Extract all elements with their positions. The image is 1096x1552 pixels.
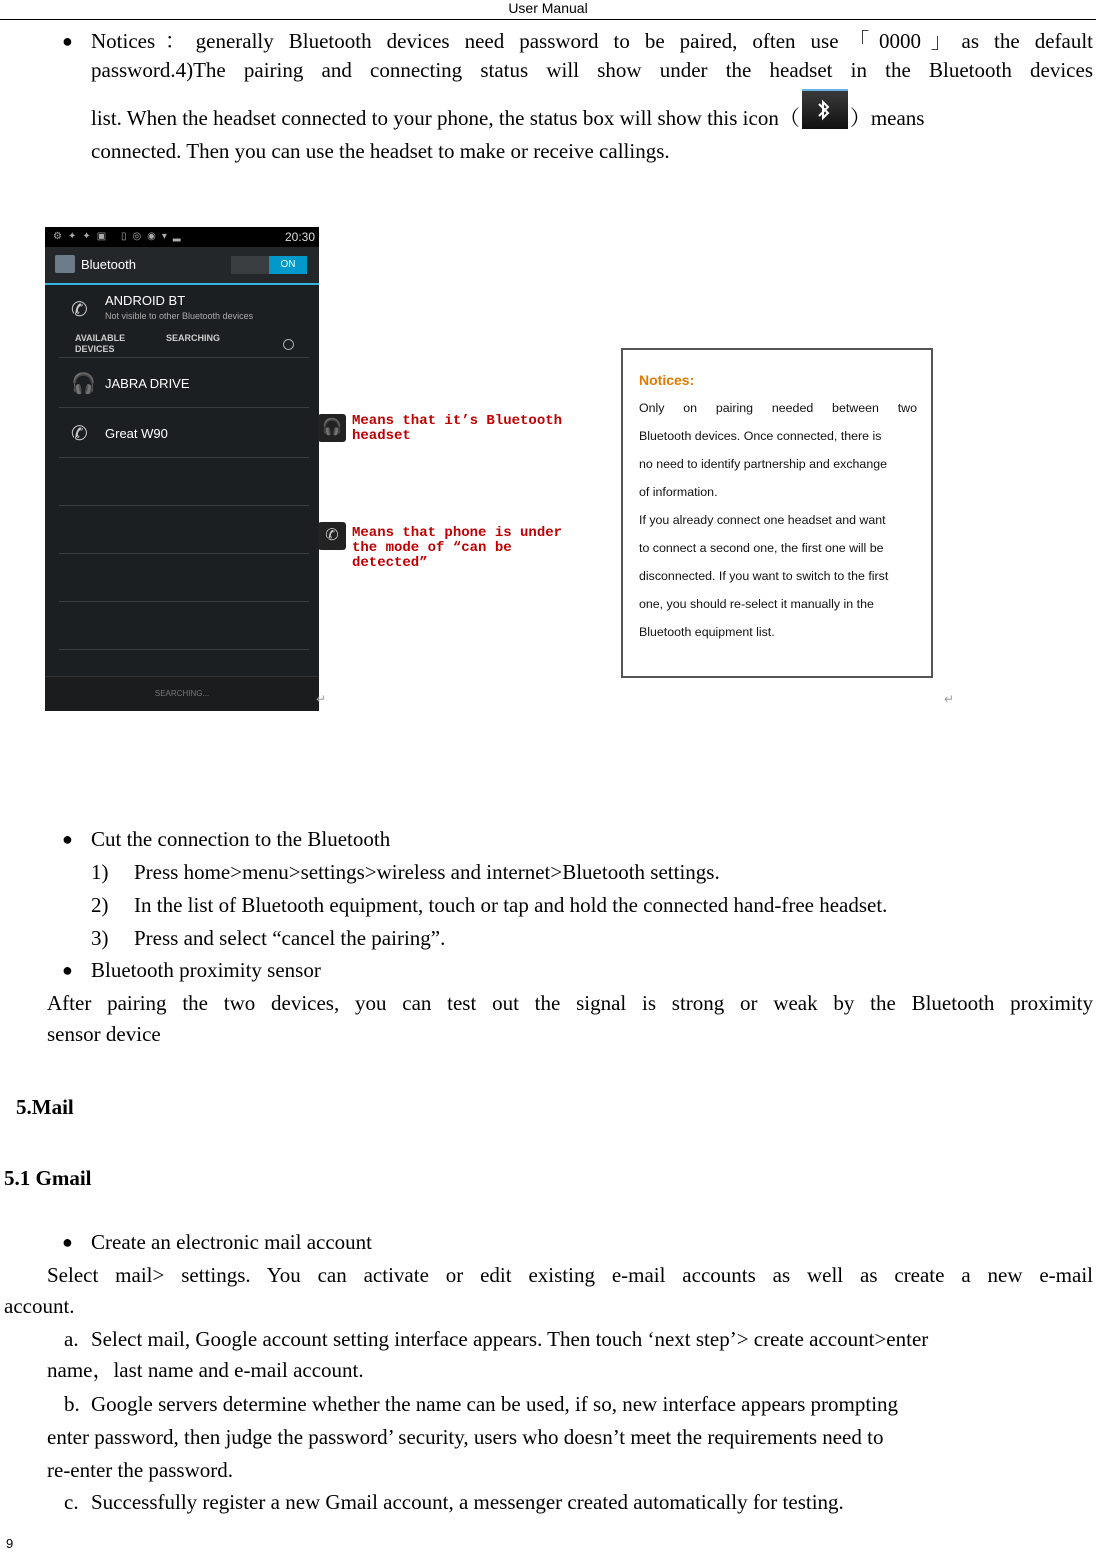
- bullet-dot: ●: [62, 829, 73, 849]
- notice-line: no need to identify partnership and exchange: [639, 457, 887, 471]
- annotation-line: Means that phone is under: [352, 525, 563, 541]
- search-button[interactable]: SEARCHING...: [45, 676, 319, 711]
- bullet-dot: ●: [62, 31, 73, 51]
- searching-label: SEARCHING: [166, 333, 221, 343]
- annotation-line: the mode of “can be: [352, 540, 512, 556]
- section-heading: 5.Mail: [16, 1095, 74, 1119]
- proximity-heading: Bluetooth proximity sensor: [91, 958, 321, 982]
- cut-heading: Cut the connection to the Bluetooth: [91, 827, 391, 851]
- notice-title: Notices:: [639, 372, 695, 388]
- phone-screenshot: [45, 227, 319, 711]
- status-time: 20:30: [284, 230, 315, 244]
- headset-annotation: [352, 414, 562, 444]
- notices-line-1: Notices：generally Bluetooth devices need password to be paired, often use「0000」as the default: [91, 29, 1093, 53]
- notice-line: disconnected. If you want to switch to the first: [639, 569, 889, 583]
- own-device-row[interactable]: [59, 291, 309, 327]
- bullet-dot: ●: [62, 960, 73, 980]
- searching-spinner-icon: [283, 339, 294, 350]
- notice-box: [621, 348, 933, 678]
- phone-icon: ✆: [318, 522, 346, 550]
- paragraph-mark: ↵: [316, 692, 327, 706]
- step-number: 3): [91, 926, 109, 950]
- device-name: Great W90: [105, 426, 168, 441]
- item-a-line-2: name，last name and e-mail account.: [47, 1358, 364, 1382]
- toggle-on-label: ON: [269, 256, 307, 274]
- item-letter: b.: [64, 1392, 80, 1416]
- status-icons: ⚙✦✦▣ ▯◎◉▾▂: [53, 231, 187, 242]
- proximity-line-1: After pairing the two devices, you can test out the signal is strong or weak by the Bluetooth proximity: [47, 991, 1093, 1015]
- device-name: JABRA DRIVE: [105, 376, 190, 391]
- annotation-line: headset: [352, 428, 411, 444]
- step-number: 1): [91, 860, 109, 884]
- item-b-line-3: re-enter the password.: [47, 1458, 234, 1482]
- proximity-line-2: sensor device: [47, 1022, 161, 1046]
- item-letter: a.: [64, 1327, 79, 1351]
- own-device-visibility: Not visible to other Bluetooth devices: [105, 311, 254, 321]
- notice-line: of information.: [639, 485, 718, 499]
- bullet-dot: ●: [62, 1232, 73, 1252]
- notice-line: Bluetooth devices. Once connected, there is: [639, 429, 882, 443]
- phone-icon: ✆: [71, 299, 88, 321]
- divider: [59, 357, 309, 358]
- paragraph-mark: ↵: [944, 692, 955, 706]
- notices-line-4: connected. Then you can use the headset to make or receive callings.: [91, 139, 670, 163]
- page-header: User Manual: [508, 0, 588, 16]
- mail-para-line-1: Select mail> settings. You can activate or edit existing e-mail accounts as well as create a new e-mail: [47, 1263, 1093, 1287]
- step-text: Press home>menu>settings>wireless and internet>Bluetooth settings.: [134, 860, 720, 884]
- available-devices-header: [75, 333, 125, 355]
- divider: [59, 601, 309, 602]
- device-row-headset[interactable]: [59, 367, 309, 401]
- step-text: In the list of Bluetooth equipment, touch or tap and hold the connected hand-free headset.: [134, 893, 888, 917]
- settings-app-icon: [55, 255, 75, 273]
- item-c-line-1: Successfully register a new Gmail account, a messenger created automatically for testing.: [91, 1490, 844, 1514]
- notices-line-3: [91, 107, 1093, 129]
- divider: [59, 505, 309, 506]
- bluetooth-toggle[interactable]: [231, 256, 307, 274]
- headset-icon: 🎧: [71, 373, 96, 395]
- notices-line-3-end: ）means: [849, 106, 925, 130]
- status-bar: [45, 227, 319, 247]
- divider: [59, 553, 309, 554]
- phone-annotation: [352, 526, 562, 571]
- divider: [59, 649, 309, 650]
- divider: [59, 407, 309, 408]
- available-label: AVAILABLE: [75, 333, 126, 343]
- item-a-line-1: Select mail, Google account setting interface appears. Then touch ‘next step’> create account>enter: [91, 1327, 929, 1351]
- notices-line-3-start: list. When the headset connected to your phone, the status box will show this icon（: [91, 106, 800, 130]
- notice-line: Bluetooth equipment list.: [639, 625, 775, 639]
- devices-label: DEVICES: [75, 344, 115, 354]
- notice-line: one, you should re-select it manually in the: [639, 597, 874, 611]
- annotation-line: Means that it’s Bluetooth: [352, 413, 563, 429]
- item-letter: c.: [64, 1490, 79, 1514]
- mail-para-line-2: account.: [4, 1294, 75, 1318]
- device-row-phone[interactable]: [59, 417, 309, 451]
- notice-line: Only on pairing needed between two: [639, 401, 917, 415]
- step-number: 2): [91, 893, 109, 917]
- step-text: Press and select “cancel the pairing”.: [134, 926, 446, 950]
- headset-icon: 🎧: [318, 414, 346, 442]
- own-device-name: ANDROID BT: [105, 293, 186, 308]
- mail-bullet: Create an electronic mail account: [91, 1230, 373, 1254]
- item-b-line-1: Google servers determine whether the name can be used, if so, new interface appears prompting: [91, 1392, 899, 1416]
- bluetooth-status-icon: [802, 89, 848, 129]
- notice-line: If you already connect one headset and want: [639, 513, 886, 527]
- divider: [59, 457, 309, 458]
- subsection-heading: 5.1 Gmail: [4, 1166, 92, 1190]
- item-b-line-2: enter password, then judge the password’ security, users who doesn’t meet the requirements need to: [47, 1425, 884, 1449]
- bluetooth-title: Bluetooth: [81, 257, 136, 272]
- notices-line-2: password.4)The pairing and connecting status will show under the headset in the Bluetooth devices: [91, 58, 1093, 82]
- notice-line: to connect a second one, the first one will be: [639, 541, 884, 555]
- phone-icon: ✆: [71, 423, 88, 445]
- bluetooth-action-bar: [45, 247, 319, 285]
- notice-body: [639, 394, 917, 646]
- page-number: 9: [6, 1536, 14, 1551]
- annotation-line: detected”: [352, 555, 428, 571]
- header-rule: [0, 19, 1096, 20]
